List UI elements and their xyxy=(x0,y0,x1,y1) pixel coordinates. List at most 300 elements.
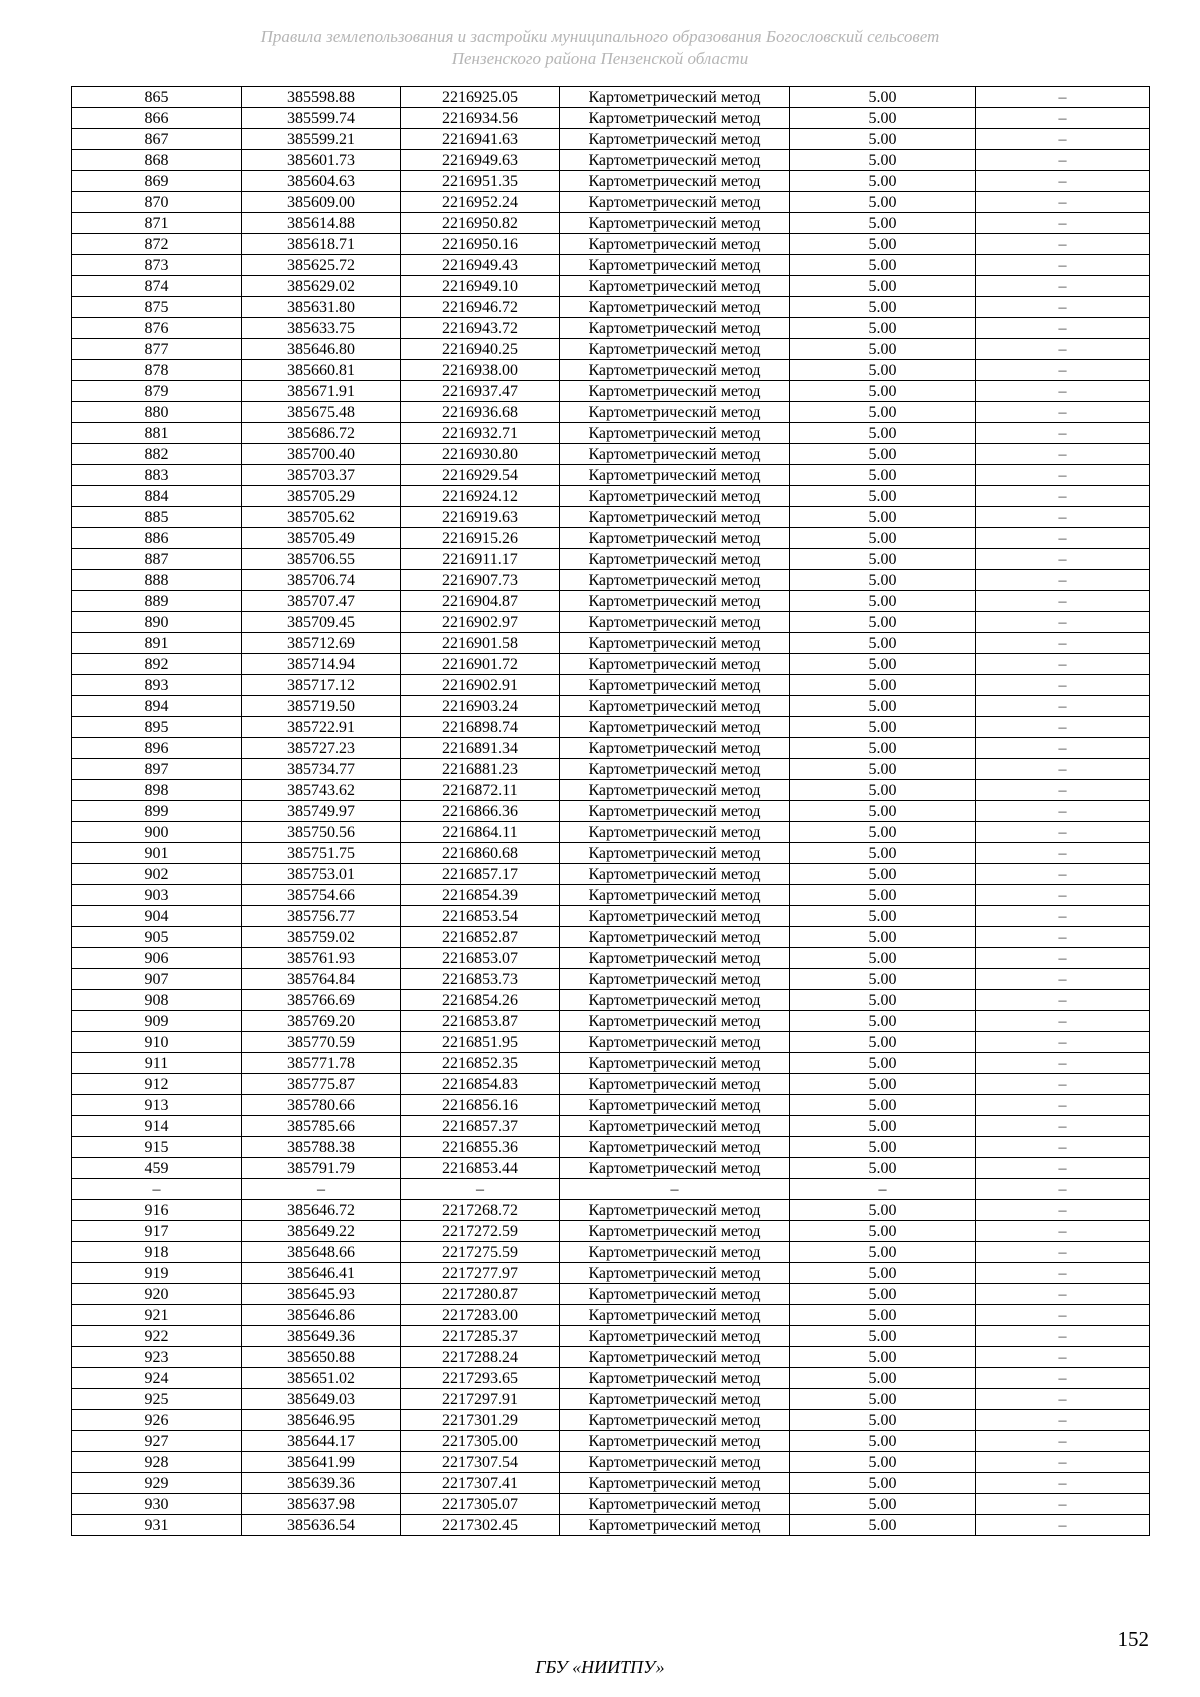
point-number-cell: 868 xyxy=(72,150,242,171)
y-coordinate-cell: 2217297.91 xyxy=(401,1389,560,1410)
accuracy-cell: 5.00 xyxy=(790,591,976,612)
point-number-cell: 895 xyxy=(72,717,242,738)
description-cell: – xyxy=(976,1137,1150,1158)
point-number-cell: 900 xyxy=(72,822,242,843)
y-coordinate-cell: 2216924.12 xyxy=(401,486,560,507)
table-row xyxy=(72,1368,1150,1389)
method-cell: Картометрический метод xyxy=(560,738,790,759)
x-coordinate-cell: 385671.91 xyxy=(242,381,401,402)
description-cell: – xyxy=(976,1263,1150,1284)
point-number-cell: 924 xyxy=(72,1368,242,1389)
point-number-cell: 927 xyxy=(72,1431,242,1452)
description-cell: – xyxy=(976,171,1150,192)
table-row xyxy=(72,780,1150,801)
x-coordinate-cell: 385709.45 xyxy=(242,612,401,633)
description-cell: – xyxy=(976,1158,1150,1179)
table-row xyxy=(72,1158,1150,1179)
point-number-cell: 872 xyxy=(72,234,242,255)
description-cell: – xyxy=(976,1221,1150,1242)
accuracy-cell: 5.00 xyxy=(790,108,976,129)
x-coordinate-cell: 385609.00 xyxy=(242,192,401,213)
method-cell: Картометрический метод xyxy=(560,507,790,528)
method-cell: Картометрический метод xyxy=(560,255,790,276)
table-row xyxy=(72,1032,1150,1053)
y-coordinate-cell: 2216911.17 xyxy=(401,549,560,570)
description-cell: – xyxy=(976,1410,1150,1431)
method-cell: Картометрический метод xyxy=(560,528,790,549)
y-coordinate-cell: 2217305.07 xyxy=(401,1494,560,1515)
y-coordinate-cell: 2216904.87 xyxy=(401,591,560,612)
table-row xyxy=(72,1242,1150,1263)
point-number-cell: 877 xyxy=(72,339,242,360)
y-coordinate-cell: 2216932.71 xyxy=(401,423,560,444)
method-cell: Картометрический метод xyxy=(560,1200,790,1221)
accuracy-cell: 5.00 xyxy=(790,927,976,948)
accuracy-cell: 5.00 xyxy=(790,990,976,1011)
description-cell: – xyxy=(976,1242,1150,1263)
y-coordinate-cell: 2217283.00 xyxy=(401,1305,560,1326)
y-coordinate-cell: 2216949.43 xyxy=(401,255,560,276)
method-cell: Картометрический метод xyxy=(560,1389,790,1410)
accuracy-cell: 5.00 xyxy=(790,549,976,570)
accuracy-cell: 5.00 xyxy=(790,318,976,339)
y-coordinate-cell: 2216930.80 xyxy=(401,444,560,465)
x-coordinate-cell: 385646.72 xyxy=(242,1200,401,1221)
table-row xyxy=(72,1305,1150,1326)
accuracy-cell: 5.00 xyxy=(790,129,976,150)
x-coordinate-cell: 385644.17 xyxy=(242,1431,401,1452)
method-cell: Картометрический метод xyxy=(560,129,790,150)
accuracy-cell: 5.00 xyxy=(790,528,976,549)
point-number-cell: 915 xyxy=(72,1137,242,1158)
method-cell: Картометрический метод xyxy=(560,486,790,507)
method-cell: Картометрический метод xyxy=(560,1074,790,1095)
accuracy-cell: 5.00 xyxy=(790,192,976,213)
point-number-cell: 921 xyxy=(72,1305,242,1326)
method-cell: Картометрический метод xyxy=(560,570,790,591)
description-cell: – xyxy=(976,738,1150,759)
table-row xyxy=(72,150,1150,171)
table-row xyxy=(72,297,1150,318)
point-number-cell: 889 xyxy=(72,591,242,612)
method-cell: Картометрический метод xyxy=(560,423,790,444)
accuracy-cell: 5.00 xyxy=(790,1053,976,1074)
x-coordinate-cell: 385717.12 xyxy=(242,675,401,696)
accuracy-cell: 5.00 xyxy=(790,1368,976,1389)
accuracy-cell: 5.00 xyxy=(790,465,976,486)
method-cell: Картометрический метод xyxy=(560,1305,790,1326)
x-coordinate-cell: 385759.02 xyxy=(242,927,401,948)
table-row xyxy=(72,87,1150,108)
description-cell: – xyxy=(976,1305,1150,1326)
table-row xyxy=(72,1095,1150,1116)
x-coordinate-cell: 385750.56 xyxy=(242,822,401,843)
table-row xyxy=(72,1431,1150,1452)
method-cell: Картометрический метод xyxy=(560,654,790,675)
x-coordinate-cell: 385649.03 xyxy=(242,1389,401,1410)
accuracy-cell: 5.00 xyxy=(790,297,976,318)
accuracy-cell: 5.00 xyxy=(790,1263,976,1284)
method-cell: Картометрический метод xyxy=(560,1032,790,1053)
method-cell: Картометрический метод xyxy=(560,591,790,612)
point-number-cell: 890 xyxy=(72,612,242,633)
x-coordinate-cell: 385675.48 xyxy=(242,402,401,423)
point-number-cell: – xyxy=(72,1179,242,1200)
description-cell: – xyxy=(976,1053,1150,1074)
x-coordinate-cell: 385641.99 xyxy=(242,1452,401,1473)
description-cell: – xyxy=(976,486,1150,507)
point-number-cell: 891 xyxy=(72,633,242,654)
accuracy-cell: 5.00 xyxy=(790,1431,976,1452)
method-cell: Картометрический метод xyxy=(560,1494,790,1515)
method-cell: Картометрический метод xyxy=(560,1410,790,1431)
x-coordinate-cell: 385706.55 xyxy=(242,549,401,570)
point-number-cell: 905 xyxy=(72,927,242,948)
method-cell: Картометрический метод xyxy=(560,1326,790,1347)
x-coordinate-cell: 385650.88 xyxy=(242,1347,401,1368)
description-cell: – xyxy=(976,864,1150,885)
point-number-cell: 917 xyxy=(72,1221,242,1242)
table-row xyxy=(72,444,1150,465)
y-coordinate-cell: 2216903.24 xyxy=(401,696,560,717)
x-coordinate-cell: 385686.72 xyxy=(242,423,401,444)
y-coordinate-cell: 2216925.05 xyxy=(401,87,560,108)
point-number-cell: 870 xyxy=(72,192,242,213)
accuracy-cell: 5.00 xyxy=(790,234,976,255)
description-cell: – xyxy=(976,108,1150,129)
point-number-cell: 907 xyxy=(72,969,242,990)
point-number-cell: 930 xyxy=(72,1494,242,1515)
description-cell: – xyxy=(976,465,1150,486)
point-number-cell: 919 xyxy=(72,1263,242,1284)
point-number-cell: 883 xyxy=(72,465,242,486)
y-coordinate-cell: 2216853.54 xyxy=(401,906,560,927)
method-cell: Картометрический метод xyxy=(560,990,790,1011)
x-coordinate-cell: 385754.66 xyxy=(242,885,401,906)
y-coordinate-cell: 2216852.87 xyxy=(401,927,560,948)
y-coordinate-cell: 2216872.11 xyxy=(401,780,560,801)
point-number-cell: 885 xyxy=(72,507,242,528)
description-cell: – xyxy=(976,1284,1150,1305)
table-row xyxy=(72,738,1150,759)
description-cell: – xyxy=(976,297,1150,318)
table-row xyxy=(72,633,1150,654)
table-row xyxy=(72,1284,1150,1305)
description-cell: – xyxy=(976,234,1150,255)
x-coordinate-cell: 385707.47 xyxy=(242,591,401,612)
point-number-cell: 893 xyxy=(72,675,242,696)
description-cell: – xyxy=(976,675,1150,696)
method-cell: Картометрический метод xyxy=(560,1095,790,1116)
x-coordinate-cell: 385743.62 xyxy=(242,780,401,801)
accuracy-cell: 5.00 xyxy=(790,1347,976,1368)
table-row xyxy=(72,1494,1150,1515)
accuracy-cell: 5.00 xyxy=(790,885,976,906)
table-row xyxy=(72,969,1150,990)
table-row xyxy=(72,822,1150,843)
y-coordinate-cell: 2217293.65 xyxy=(401,1368,560,1389)
point-number-cell: 920 xyxy=(72,1284,242,1305)
accuracy-cell: 5.00 xyxy=(790,1137,976,1158)
y-coordinate-cell: 2216857.17 xyxy=(401,864,560,885)
accuracy-cell: 5.00 xyxy=(790,1200,976,1221)
accuracy-cell: 5.00 xyxy=(790,759,976,780)
table-row xyxy=(72,255,1150,276)
y-coordinate-cell: 2217288.24 xyxy=(401,1347,560,1368)
description-cell: – xyxy=(976,969,1150,990)
description-cell: – xyxy=(976,1179,1150,1200)
x-coordinate-cell: 385785.66 xyxy=(242,1116,401,1137)
x-coordinate-cell: 385705.49 xyxy=(242,528,401,549)
point-number-cell: 892 xyxy=(72,654,242,675)
accuracy-cell: 5.00 xyxy=(790,255,976,276)
x-coordinate-cell: 385631.80 xyxy=(242,297,401,318)
point-number-cell: 928 xyxy=(72,1452,242,1473)
method-cell: Картометрический метод xyxy=(560,864,790,885)
table-row xyxy=(72,318,1150,339)
description-cell: – xyxy=(976,717,1150,738)
y-coordinate-cell: 2216855.36 xyxy=(401,1137,560,1158)
y-coordinate-cell: 2216901.58 xyxy=(401,633,560,654)
method-cell: Картометрический метод xyxy=(560,465,790,486)
method-cell: Картометрический метод xyxy=(560,339,790,360)
description-cell: – xyxy=(976,1116,1150,1137)
table-row xyxy=(72,213,1150,234)
x-coordinate-cell: 385649.22 xyxy=(242,1221,401,1242)
y-coordinate-cell: 2216853.44 xyxy=(401,1158,560,1179)
table-row xyxy=(72,423,1150,444)
method-cell: Картометрический метод xyxy=(560,906,790,927)
x-coordinate-cell: 385598.88 xyxy=(242,87,401,108)
table-row xyxy=(72,1452,1150,1473)
x-coordinate-cell: 385646.86 xyxy=(242,1305,401,1326)
accuracy-cell: 5.00 xyxy=(790,402,976,423)
y-coordinate-cell: 2216866.36 xyxy=(401,801,560,822)
point-number-cell: 878 xyxy=(72,360,242,381)
table-row xyxy=(72,129,1150,150)
x-coordinate-cell: 385646.80 xyxy=(242,339,401,360)
table-row xyxy=(72,864,1150,885)
table-row xyxy=(72,507,1150,528)
x-coordinate-cell: 385727.23 xyxy=(242,738,401,759)
description-cell: – xyxy=(976,150,1150,171)
description-cell: – xyxy=(976,612,1150,633)
y-coordinate-cell: 2216902.91 xyxy=(401,675,560,696)
accuracy-cell: 5.00 xyxy=(790,717,976,738)
method-cell: Картометрический метод xyxy=(560,1263,790,1284)
y-coordinate-cell: 2216915.26 xyxy=(401,528,560,549)
table-row xyxy=(72,1326,1150,1347)
accuracy-cell: 5.00 xyxy=(790,1116,976,1137)
description-cell: – xyxy=(976,1473,1150,1494)
y-coordinate-cell: 2216898.74 xyxy=(401,717,560,738)
y-coordinate-cell: 2216853.73 xyxy=(401,969,560,990)
method-cell: Картометрический метод xyxy=(560,612,790,633)
method-cell: Картометрический метод xyxy=(560,1515,790,1536)
y-coordinate-cell: 2217272.59 xyxy=(401,1221,560,1242)
accuracy-cell: 5.00 xyxy=(790,570,976,591)
accuracy-cell: 5.00 xyxy=(790,1095,976,1116)
y-coordinate-cell: 2217307.41 xyxy=(401,1473,560,1494)
y-coordinate-cell: 2216949.10 xyxy=(401,276,560,297)
y-coordinate-cell: 2216860.68 xyxy=(401,843,560,864)
y-coordinate-cell: 2216943.72 xyxy=(401,318,560,339)
accuracy-cell: 5.00 xyxy=(790,654,976,675)
x-coordinate-cell: 385769.20 xyxy=(242,1011,401,1032)
coordinates-table-body xyxy=(72,87,1150,1536)
method-cell: Картометрический метод xyxy=(560,927,790,948)
point-number-cell: 906 xyxy=(72,948,242,969)
x-coordinate-cell: 385636.54 xyxy=(242,1515,401,1536)
method-cell: Картометрический метод xyxy=(560,276,790,297)
y-coordinate-cell: 2216856.16 xyxy=(401,1095,560,1116)
description-cell: – xyxy=(976,381,1150,402)
description-cell: – xyxy=(976,339,1150,360)
y-coordinate-cell: 2216851.95 xyxy=(401,1032,560,1053)
method-cell: Картометрический метод xyxy=(560,1368,790,1389)
table-row xyxy=(72,1389,1150,1410)
accuracy-cell: 5.00 xyxy=(790,1494,976,1515)
accuracy-cell: 5.00 xyxy=(790,1305,976,1326)
table-row xyxy=(72,1053,1150,1074)
x-coordinate-cell: 385761.93 xyxy=(242,948,401,969)
point-number-cell: 913 xyxy=(72,1095,242,1116)
y-coordinate-cell: 2216853.07 xyxy=(401,948,560,969)
description-cell: – xyxy=(976,696,1150,717)
y-coordinate-cell: 2216936.68 xyxy=(401,402,560,423)
y-coordinate-cell: 2217307.54 xyxy=(401,1452,560,1473)
accuracy-cell: 5.00 xyxy=(790,276,976,297)
accuracy-cell: 5.00 xyxy=(790,780,976,801)
description-cell: – xyxy=(976,213,1150,234)
method-cell: Картометрический метод xyxy=(560,444,790,465)
y-coordinate-cell: 2216854.26 xyxy=(401,990,560,1011)
method-cell: Картометрический метод xyxy=(560,318,790,339)
table-row xyxy=(72,654,1150,675)
point-number-cell: 897 xyxy=(72,759,242,780)
y-coordinate-cell: 2217305.00 xyxy=(401,1431,560,1452)
accuracy-cell: 5.00 xyxy=(790,612,976,633)
x-coordinate-cell: 385788.38 xyxy=(242,1137,401,1158)
method-cell: Картометрический метод xyxy=(560,1242,790,1263)
accuracy-cell: – xyxy=(790,1179,976,1200)
description-cell: – xyxy=(976,654,1150,675)
description-cell: – xyxy=(976,1431,1150,1452)
x-coordinate-cell: 385646.41 xyxy=(242,1263,401,1284)
x-coordinate-cell: 385614.88 xyxy=(242,213,401,234)
description-cell: – xyxy=(976,423,1150,444)
description-cell: – xyxy=(976,990,1150,1011)
table-row xyxy=(72,759,1150,780)
point-number-cell: 867 xyxy=(72,129,242,150)
x-coordinate-cell: 385766.69 xyxy=(242,990,401,1011)
table-row xyxy=(72,927,1150,948)
y-coordinate-cell: 2216881.23 xyxy=(401,759,560,780)
description-cell: – xyxy=(976,129,1150,150)
accuracy-cell: 5.00 xyxy=(790,423,976,444)
description-cell: – xyxy=(976,1389,1150,1410)
table-row xyxy=(72,1515,1150,1536)
point-number-cell: 904 xyxy=(72,906,242,927)
table-row xyxy=(72,402,1150,423)
accuracy-cell: 5.00 xyxy=(790,1389,976,1410)
x-coordinate-cell: 385756.77 xyxy=(242,906,401,927)
description-cell: – xyxy=(976,507,1150,528)
table-row xyxy=(72,906,1150,927)
x-coordinate-cell: 385719.50 xyxy=(242,696,401,717)
x-coordinate-cell: 385639.36 xyxy=(242,1473,401,1494)
x-coordinate-cell: 385770.59 xyxy=(242,1032,401,1053)
table-row xyxy=(72,843,1150,864)
y-coordinate-cell: 2216901.72 xyxy=(401,654,560,675)
method-cell: Картометрический метод xyxy=(560,759,790,780)
y-coordinate-cell: 2216950.16 xyxy=(401,234,560,255)
method-cell: Картометрический метод xyxy=(560,360,790,381)
table-row xyxy=(72,1410,1150,1431)
description-cell: – xyxy=(976,1326,1150,1347)
accuracy-cell: 5.00 xyxy=(790,1074,976,1095)
y-coordinate-cell: 2216950.82 xyxy=(401,213,560,234)
header-line-2: Пензенского района Пензенской области xyxy=(451,49,749,68)
method-cell: Картометрический метод xyxy=(560,1221,790,1242)
description-cell: – xyxy=(976,885,1150,906)
description-cell: – xyxy=(976,570,1150,591)
x-coordinate-cell: 385618.71 xyxy=(242,234,401,255)
x-coordinate-cell: 385791.79 xyxy=(242,1158,401,1179)
point-number-cell: 880 xyxy=(72,402,242,423)
document-header xyxy=(0,26,1200,70)
point-number-cell: 916 xyxy=(72,1200,242,1221)
description-cell: – xyxy=(976,780,1150,801)
x-coordinate-cell: 385637.98 xyxy=(242,1494,401,1515)
table-row xyxy=(72,1221,1150,1242)
point-number-cell: 869 xyxy=(72,171,242,192)
point-number-cell: 898 xyxy=(72,780,242,801)
method-cell: Картометрический метод xyxy=(560,696,790,717)
y-coordinate-cell: 2216946.72 xyxy=(401,297,560,318)
point-number-cell: 875 xyxy=(72,297,242,318)
point-number-cell: 922 xyxy=(72,1326,242,1347)
description-cell: – xyxy=(976,1494,1150,1515)
description-cell: – xyxy=(976,402,1150,423)
description-cell: – xyxy=(976,192,1150,213)
x-coordinate-cell: 385629.02 xyxy=(242,276,401,297)
y-coordinate-cell: 2216937.47 xyxy=(401,381,560,402)
description-cell: – xyxy=(976,927,1150,948)
accuracy-cell: 5.00 xyxy=(790,696,976,717)
description-cell: – xyxy=(976,318,1150,339)
x-coordinate-cell: 385753.01 xyxy=(242,864,401,885)
point-number-cell: 909 xyxy=(72,1011,242,1032)
accuracy-cell: 5.00 xyxy=(790,864,976,885)
description-cell: – xyxy=(976,948,1150,969)
point-number-cell: 894 xyxy=(72,696,242,717)
point-number-cell: 887 xyxy=(72,549,242,570)
table-row xyxy=(72,717,1150,738)
table-row xyxy=(72,612,1150,633)
description-cell: – xyxy=(976,822,1150,843)
table-row xyxy=(72,381,1150,402)
method-cell: Картометрический метод xyxy=(560,1473,790,1494)
method-cell: Картометрический метод xyxy=(560,213,790,234)
method-cell: Картометрический метод xyxy=(560,1158,790,1179)
x-coordinate-cell: 385625.72 xyxy=(242,255,401,276)
accuracy-cell: 5.00 xyxy=(790,381,976,402)
method-cell: Картометрический метод xyxy=(560,87,790,108)
method-cell: Картометрический метод xyxy=(560,234,790,255)
y-coordinate-cell: 2216857.37 xyxy=(401,1116,560,1137)
table-row xyxy=(72,801,1150,822)
